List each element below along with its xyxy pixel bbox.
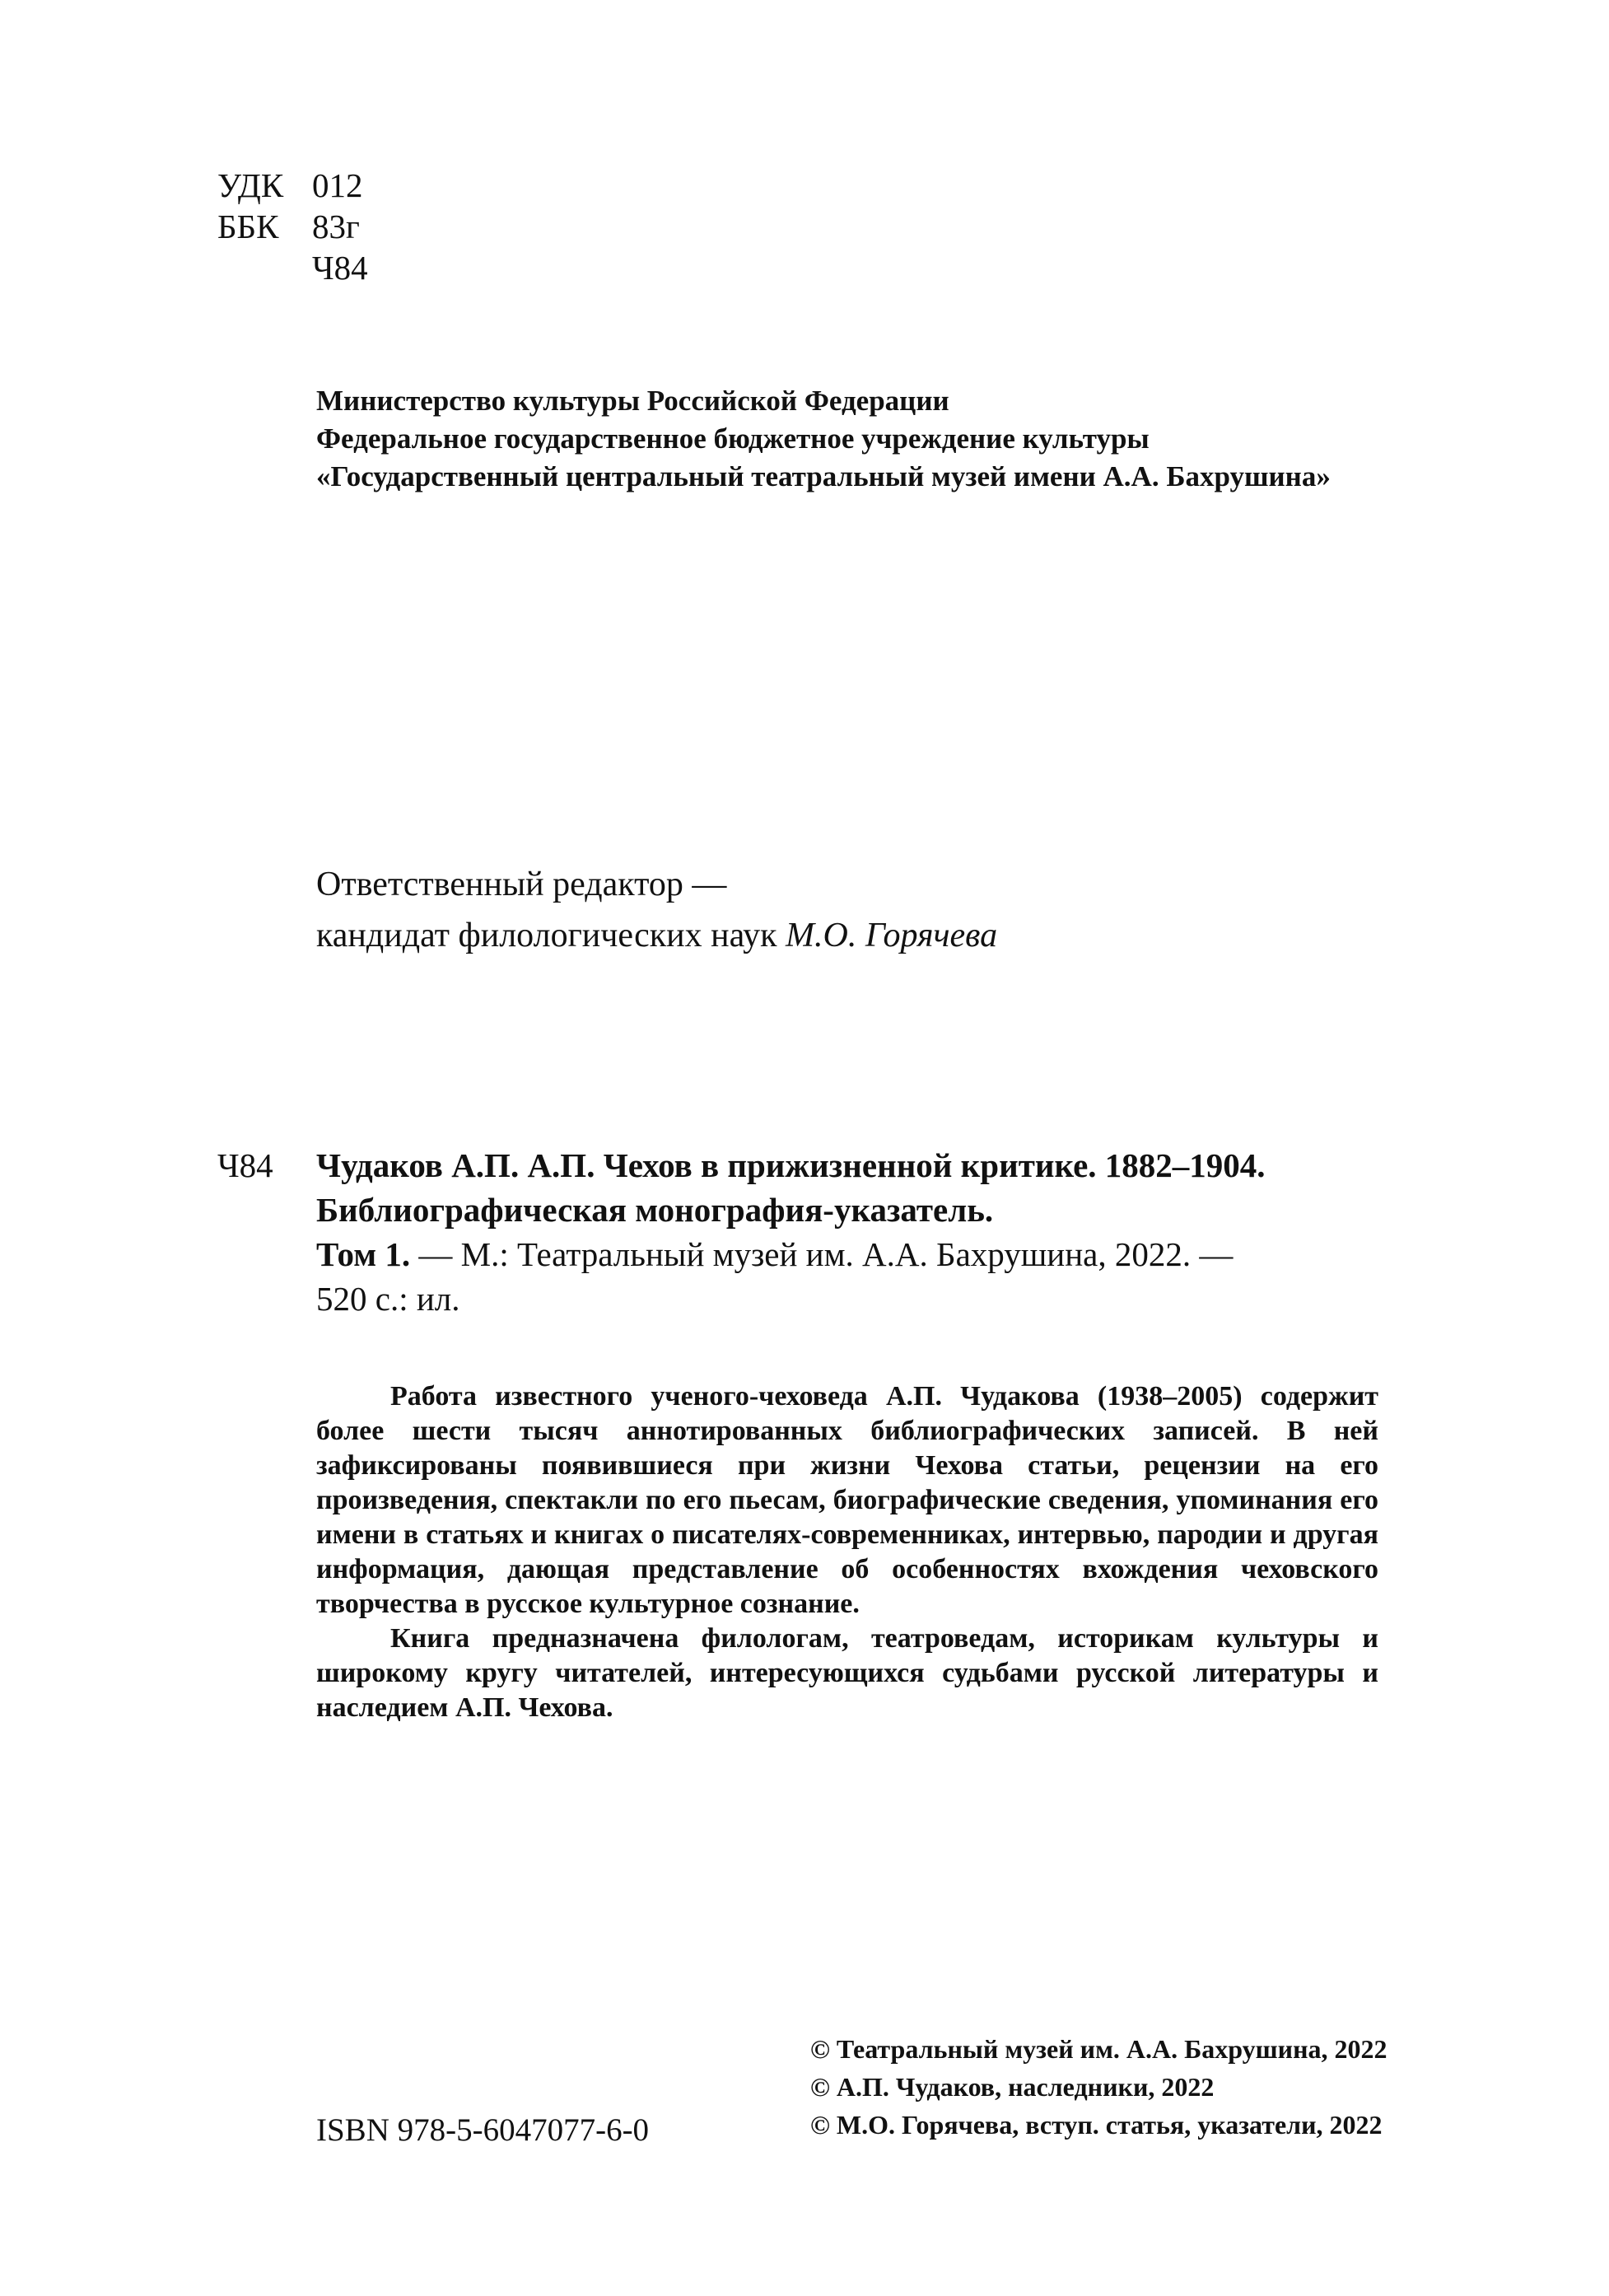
copyright-line: © М.О. Горячева, вступ. статья, указатели, 2022 [810,2110,1383,2140]
ministry-line: Министерство культуры Российской Федерации [316,385,949,417]
bbk-row [217,206,368,247]
udk-label: УДК [217,166,284,204]
annotation [316,1379,1378,1725]
udk-row [217,165,368,206]
pages-line: 520 с.: ил. [316,1280,460,1318]
annotation-paragraph: Книга предназначена филологам, театроведам, историкам культуры и широкому кругу читателей, интересующихся судьбами русской литературы и наследием А.П. Чехова. [316,1623,1378,1723]
bibliographic-record [316,1143,1411,1321]
copyright-line: © А.П. Чудаков, наследники, 2022 [810,2072,1215,2102]
author-mark: Ч84 [312,249,368,287]
imprint-line: Том 1. — М.: Театральный музей им. А.А. Бахрушина, 2022. — [316,1235,1234,1273]
editor-credentials: кандидат филологических наук М.О. Горячева [316,917,998,954]
bbk-value: 83г [312,208,360,245]
classification-codes [217,165,368,288]
book-title-line-2: Библиографическая монография-указатель. [316,1191,994,1229]
annotation-paragraph: Работа известного ученого-чеховеда А.П. Чудакова (1938–2005) содержит более шести тысяч аннотированных библиографических записей. В ней зафиксированы появившиеся при жизни Чехова статьи, рецензии на его произведения, спектакли по его пьесам, биографические сведения, упоминания его имени в статьях и книгах о писателях-современниках, интервью, пародии и другая информация, дающая представление об особенностях вхождения чеховского творчества в русское культурное сознание. [316,1381,1378,1619]
copyright-line: © Театральный музей им. А.А. Бахрушина, 2022 [810,2034,1387,2064]
biblio-author-mark: Ч84 [217,1146,273,1184]
institution-line: Федеральное государственное бюджетное учреждение культуры [316,422,1150,455]
publisher-institution [316,382,1331,496]
copyright-block [810,2030,1387,2144]
editor-name: М.О. Горячева [786,917,998,954]
editor-role: Ответственный редактор — [316,866,727,903]
editor-block [316,859,997,961]
book-title-line-1: Чудаков А.П. А.П. Чехов в прижизненной критике. 1882–1904. [316,1146,1266,1184]
udk-value: 012 [312,166,363,204]
isbn: ISBN 978-5-6047077-6-0 [316,2112,650,2148]
bbk-label: ББК [217,208,279,245]
museum-line: «Государственный центральный театральный музей имени А.А. Бахрушина» [316,460,1331,492]
volume-label: Том 1. [316,1235,411,1273]
author-mark-row [217,247,368,288]
